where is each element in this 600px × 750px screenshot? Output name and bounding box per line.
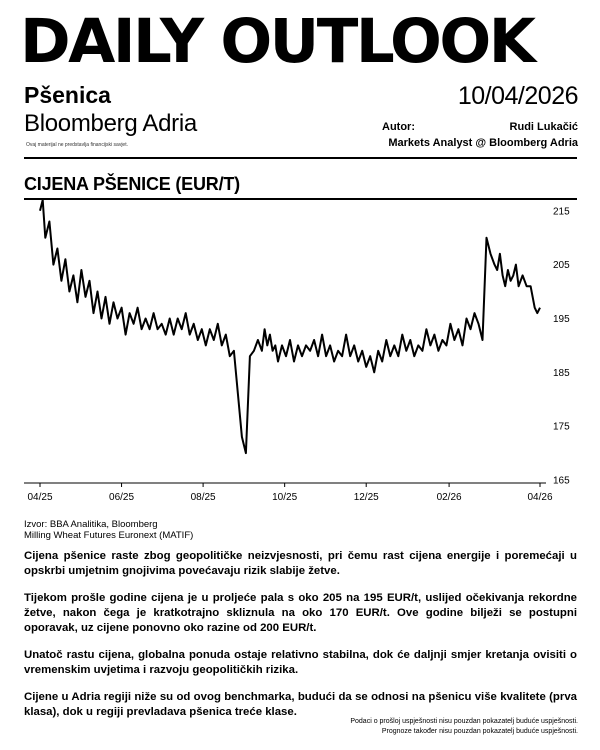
x-tick-label: 10/25 [272, 492, 298, 503]
chart-title: CIJENA PŠENICE (EUR/T) [24, 174, 240, 194]
wheat-price-chart [0, 200, 600, 515]
author-label: Autor: [382, 121, 415, 133]
x-tick-label: 08/25 [190, 492, 216, 503]
y-tick-label: 205 [553, 260, 570, 272]
y-tick-label: 175 [553, 421, 570, 433]
small-disclaimer: Ovaj materijal ne predstavlja financijski savjet. [26, 142, 128, 148]
publisher-name: Bloomberg Adria [24, 110, 197, 137]
performance-disclaimer [350, 717, 578, 737]
footer-line-1: Podaci o prošloj uspješnosti nisu pouzdan pokazatelj buduće uspješnosti. [350, 718, 578, 725]
chart-source [24, 519, 193, 541]
x-tick-label: 06/25 [109, 492, 135, 503]
price-series-line [40, 200, 540, 453]
author-role: Markets Analyst @ Bloomberg Adria [388, 137, 578, 149]
commodity-name: Pšenica [24, 82, 111, 108]
commentary-paragraph-4: Cijene u Adria regiji niže su od ovog benchmarka, budući da se odnosi na pšenicu više kvalitete (prva klasa), dok u regiji prevladava pšenica treće klase. [24, 691, 577, 718]
commentary-paragraph-3: Unatoč rastu cijena, globalna ponuda ostaje relativno stabilna, dok će daljnji smjer kretanja ovisiti o vremenskim uvjetima i razvoju geopolitičkih rizika. [24, 649, 577, 676]
masthead-title: DAILY OUTLOOK [20, 6, 534, 77]
report-date: 10/04/2026 [457, 82, 578, 110]
y-tick-label: 195 [553, 313, 570, 325]
y-tick-label: 165 [553, 475, 570, 487]
y-tick-labels [553, 206, 570, 486]
footer-line-2: Prognoze također nisu pouzdan pokazatelj buduće uspješnosti. [381, 728, 578, 735]
x-tick-label: 12/25 [353, 492, 379, 503]
x-tick-label: 04/25 [27, 492, 53, 503]
commentary [24, 549, 577, 732]
y-tick-label: 215 [553, 206, 570, 218]
x-axis-ticks [40, 483, 540, 487]
y-tick-label: 185 [553, 367, 570, 379]
commentary-paragraph-2: Tijekom prošle godine cijena je u proljeće pala s oko 205 na 195 EUR/t, uslijed očekivanja rekordne žetve, nakon čega je kratkotrajno skliznula na oko 170 EUR/t. Ove godine bilježi se postupni oporavak, uz cijene ponovno oko razine od 200 EUR/t. [24, 592, 577, 634]
header-divider [24, 157, 577, 159]
x-tick-label: 02/26 [436, 492, 462, 503]
source-line-1: Izvor: BBA Analitika, Bloomberg [24, 519, 158, 530]
x-tick-labels [27, 492, 552, 503]
author-name: Rudi Lukačić [509, 121, 578, 133]
source-line-2: Milling Wheat Futures Euronext (MATIF) [24, 530, 194, 541]
x-tick-label: 04/26 [527, 492, 553, 503]
commentary-paragraph-1: Cijena pšenice raste zbog geopolitičke neizvjesnosti, pri čemu rast cijena energije i poremećaji u opskrbi umjetnim gnojivima povećavaju rizik slabije žetve. [24, 550, 577, 577]
